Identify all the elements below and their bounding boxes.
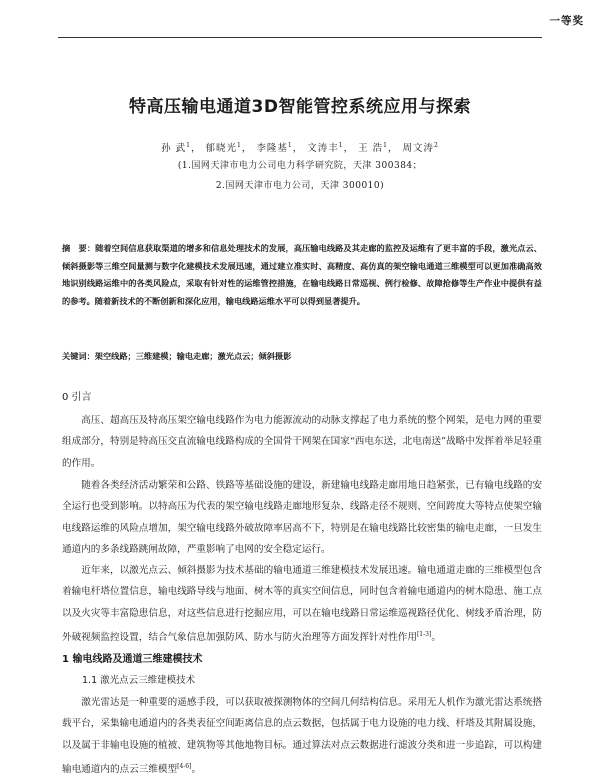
keywords-label: 关键词： [62,351,95,361]
author: 李隆基 [256,143,288,154]
author: 王 浩 [358,143,384,154]
citation: [4-6] [177,763,192,771]
author: 郁晓光 [205,143,238,154]
paragraph: 高压、超高压及特高压架空输电线路作为电力能源流动的动脉支撑起了电力系统的整个网架，是电力网的重要组成部分，特别是特高压交直流输电线路构成的全国骨干网架在国家“西电东送，北电南送”战略中发挥着举足轻重的作用。 [62,415,542,469]
affiliation-1: (1.国网天津市电力公司电力科学研究院，天津 300384； [177,161,423,171]
abstract [62,240,542,310]
paragraph: 随着各类经济活动繁荣和公路、铁路等基础设施的建设，新建输电线路走廊用地日趋紧张，已有输电线路的安全运行也受到影响。以特高压为代表的架空输电线路走廊地形复杂、线路走径不规则、空间跨度大等特点使架空输电线路运维的风险点增加，架空输电线路外破故障率居高不下，特别是在输电线路比较密集的输电走廊，一旦发生通道内的多条线路跳闸故障，严重影响了电网的安全稳定运行。 [62,480,542,556]
header-rule [58,37,542,38]
citation: [1-3] [416,631,432,639]
award-label: 一等奖 [549,15,584,27]
section-heading-intro: 0 引言 [62,392,92,403]
paragraph [62,692,542,781]
affiliation-2: 2.国网天津市电力公司，天津 300010) [215,181,385,191]
author-sup: 1 [287,141,293,149]
author-sup: 2 [434,141,439,149]
author-sup: 1 [383,141,388,149]
author-list: 孙 武$^1$， 郁晓光$^1$， 李隆基$^1$， 文涛丰$^1$， 王 浩$^1$， 周文涛$^2$ [161,141,439,154]
paragraph [62,560,542,649]
section-heading-1: 1 输电线路及通道三维建模技术 [62,654,203,665]
author-sup: 1 [186,141,191,149]
paper-title: 特高压输电通道3D智能管控系统应用与探索 [129,97,471,117]
paragraph-end: 。 [431,632,441,644]
abstract-label: 摘 要： [62,243,96,253]
author-sup: 1 [338,141,344,149]
paragraph-text: 激光雷达是一种重要的遥感手段，可以获取被探测物体的空间几何结构信息。采用无人机作为激光雷达系统搭载平台，采集输电通道内的各类表征空间距离信息的点云数据，包括属于电力设施的电力线、杆塔及其附属设施，以及属于非输电设施的植被、建筑物等其他地物目标。通过算法对点云数据进行滤波分类和进一步追踪，可以构建输电通道内的点云三维模型 [62,697,542,776]
keywords-text: 架空线路；三维建模；输电走廊；激光点云；倾斜摄影 [94,351,292,361]
author-sup: 1 [237,141,242,149]
abstract-text: 随着空间信息获取渠道的增多和信息处理技术的发展，高压输电线路及其走廊的监控及运维有了更丰富的手段，激光点云、倾斜摄影等三维空间量测与数字化建模技术发展迅速，通过建立准实时、高精度、高仿真的架空输电通道三维模型可以更加准确高效地识别线路运维中的各类风险点，采取有针对性的运维管控措施，在输电线路日常巡视、例行检修、故障抢修等生产作业中提供有益的参考。随着新技术的不断创新和深化应用，输电线路运维水平可以得到显著提升。 [62,243,542,306]
paragraph-text: 近年来，以激光点云、倾斜摄影为技术基础的输电通道三维建模技术发展迅速。输电通道走廊的三维模型包含着输电杆塔位置信息，输电线路导线与地面、树木等的真实空间信息，同时包含着输电通道内的树木隐患、施工点以及火灾等丰富隐患信息，对这些信息进行挖掘应用，可以在输电线路日常运维巡视路径优化、树线矛盾治理，防外破视频监控设置，结合气象信息加强防风、防水与防火治理等方面发挥针对性作用 [62,565,542,644]
paragraph-end: 。 [191,764,202,776]
author: 周文涛 [402,143,435,154]
subsection-heading-1-1: 1.1 激光点云三维建模技术 [82,675,196,686]
author: 孙 武 [161,143,187,154]
author: 文涛丰 [307,143,339,154]
keywords [62,351,542,362]
